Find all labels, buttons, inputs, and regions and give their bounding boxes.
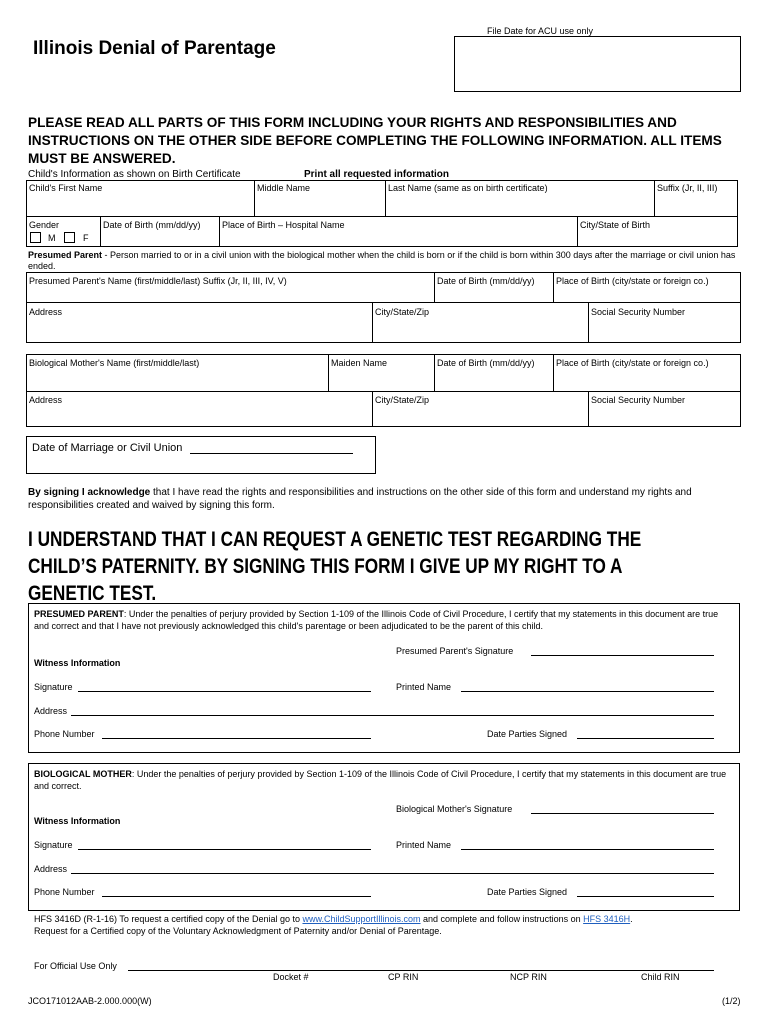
mother-pob-label: Place of Birth (city/state or foreign co.) xyxy=(556,358,709,368)
divider xyxy=(26,216,738,217)
mother-sign-heading: BIOLOGICAL MOTHER xyxy=(34,769,132,779)
male-checkbox[interactable] xyxy=(30,232,41,243)
child-rin-label: Child RIN xyxy=(641,972,680,982)
divider xyxy=(385,180,386,216)
divider xyxy=(26,391,741,392)
presumed-parent-dob-label: Date of Birth (mm/dd/yy) xyxy=(437,276,535,286)
female-checkbox[interactable] xyxy=(64,232,75,243)
presumed-parent-name-label: Presumed Parent's Name (first/middle/last) Suffix (Jr, II, III, IV, V) xyxy=(29,276,287,286)
divider xyxy=(654,180,655,216)
genetic-test-notice-line2: CHILD’S PATERNITY. BY SIGNING THIS FORM I GIVE UP MY RIGHT TO A xyxy=(28,555,623,578)
genetic-test-notice-line1: I UNDERSTAND THAT I CAN REQUEST A GENETIC TEST REGARDING THE xyxy=(28,528,642,551)
divider xyxy=(577,216,578,247)
parent-witness-phone-field[interactable] xyxy=(102,738,371,739)
mother-date-signed-field[interactable] xyxy=(577,896,714,897)
mother-witness-printed-name-label: Printed Name xyxy=(396,840,452,850)
marriage-date-field[interactable] xyxy=(190,453,353,454)
official-use-label: For Official Use Only xyxy=(34,961,117,971)
hfs-suffix: . xyxy=(630,914,633,924)
mother-signature-label: Biological Mother's Signature xyxy=(396,804,513,814)
child-suffix-label: Suffix (Jr, II, III) xyxy=(657,183,718,193)
mother-city-label: City/State/Zip xyxy=(375,395,430,405)
presumed-parent-sign-text: : Under the penalties of perjury provided by Section 1-109 of the Illinois Code of Civil Procedure, I certify that my statements in this document are true and correct and that I have not previously acknowledged this child's parentage or been adjudicated to be the parent of this child. xyxy=(34,609,719,631)
presumed-parent-signature-field[interactable] xyxy=(531,655,714,656)
mother-sign-text: : Under the penalties of perjury provided by Section 1-109 of the Illinois Code of Civil Procedure, I certify that my statements in this document are true and correct. xyxy=(34,769,727,791)
divider xyxy=(219,216,220,247)
parent-witness-printed-name-label: Printed Name xyxy=(396,682,452,692)
cp-rin-label: CP RIN xyxy=(388,972,419,982)
hfs-line2: Request for a Certified copy of the Voluntary Acknowledgment of Paternity and/or Denial of Parentage. xyxy=(34,926,442,936)
docket-label: Docket # xyxy=(273,972,309,982)
divider xyxy=(372,302,373,343)
ncp-rin-label: NCP RIN xyxy=(510,972,547,982)
acknowledge-text xyxy=(28,486,743,512)
mother-maiden-label: Maiden Name xyxy=(331,358,388,368)
presumed-parent-definition: - Person married to or in a civil union with the biological mother when the child is born or if the child is born within 300 days after the marriage or civil union has ended. xyxy=(28,250,736,271)
divider xyxy=(588,302,589,343)
mother-date-signed-label: Date Parties Signed xyxy=(487,887,568,897)
acknowledge-bold: By signing I acknowledge xyxy=(28,487,151,498)
child-place-of-birth-label: Place of Birth – Hospital Name xyxy=(222,220,345,230)
parent-witness-signature-field[interactable] xyxy=(78,691,371,692)
mother-witness-printed-name-field[interactable] xyxy=(461,849,714,850)
hfs-middle: and complete and follow instructions on xyxy=(420,914,584,924)
mother-ssn-label: Social Security Number xyxy=(591,395,686,405)
mother-address-label: Address xyxy=(29,395,63,405)
parent-witness-phone-label: Phone Number xyxy=(34,729,95,739)
divider xyxy=(100,216,101,247)
presumed-parent-heading: Presumed Parent xyxy=(28,250,103,260)
hfs-prefix: HFS 3416D (R-1-16) To request a certified copy of the Denial go to xyxy=(34,914,303,924)
mother-witness-address-label: Address xyxy=(34,864,68,874)
child-middle-name-label: Middle Name xyxy=(257,183,311,193)
form-title: Illinois Denial of Parentage xyxy=(33,38,276,59)
presumed-parent-description xyxy=(28,250,746,272)
divider xyxy=(434,354,435,391)
divider xyxy=(328,354,329,391)
presumed-parent-city-label: City/State/Zip xyxy=(375,307,430,317)
divider xyxy=(553,272,554,302)
file-date-box[interactable] xyxy=(454,36,741,92)
parent-witness-printed-name-field[interactable] xyxy=(461,691,714,692)
acknowledge-rest: that I have read the rights and responsibilities and instructions on the other side of this form and understand my rights and responsibilities created and waived by signing this form. xyxy=(28,487,692,511)
child-first-name-label: Child's First Name xyxy=(29,183,103,193)
hfs-request-text xyxy=(34,913,734,937)
presumed-parent-address-label: Address xyxy=(29,307,63,317)
file-date-label: File Date for ACU use only xyxy=(487,26,594,36)
divider xyxy=(254,180,255,216)
male-label: M xyxy=(48,233,56,243)
child-dob-label: Date of Birth (mm/dd/yy) xyxy=(103,220,201,230)
child-last-name-label: Last Name (same as on birth certificate) xyxy=(388,183,548,193)
instructions-notice: PLEASE READ ALL PARTS OF THIS FORM INCLUDING YOUR RIGHTS AND RESPONSIBILITIES AND INSTRUCTIONS ON THE OTHER SIDE BEFORE COMPLETING THE FOLLOWING INFORMATION. ALL ITEMS MUST BE ANSWERED. xyxy=(28,115,722,166)
mother-witness-heading: Witness Information xyxy=(34,816,121,826)
presumed-parent-certification xyxy=(34,608,734,632)
child-info-table xyxy=(26,180,738,247)
child-gender-label: Gender xyxy=(29,220,60,230)
divider xyxy=(372,391,373,427)
mother-certification xyxy=(34,768,734,792)
divider xyxy=(26,302,741,303)
divider xyxy=(588,391,589,427)
presumed-parent-signature-label: Presumed Parent's Signature xyxy=(396,646,514,656)
form-code: JCO171012AAB-2.000.000(W) xyxy=(28,996,152,1006)
parent-date-signed-field[interactable] xyxy=(577,738,714,739)
parent-witness-signature-label: Signature xyxy=(34,682,73,692)
parent-witness-address-field[interactable] xyxy=(71,715,714,716)
marriage-date-label: Date of Marriage or Civil Union xyxy=(32,442,183,454)
mother-witness-signature-label: Signature xyxy=(34,840,73,850)
hfs-3416h-link[interactable]: HFS 3416H xyxy=(583,914,631,924)
mother-dob-label: Date of Birth (mm/dd/yy) xyxy=(437,358,535,368)
page-number: (1/2) xyxy=(722,996,741,1006)
child-section-label: Child's Information as shown on Birth Certificate xyxy=(28,169,241,180)
print-note: Print all requested information xyxy=(304,169,450,180)
mother-witness-phone-label: Phone Number xyxy=(34,887,95,897)
genetic-test-notice-line3: GENETIC TEST. xyxy=(28,582,157,605)
mother-witness-signature-field[interactable] xyxy=(78,849,371,850)
mother-witness-phone-field[interactable] xyxy=(102,896,371,897)
divider xyxy=(434,272,435,302)
parent-witness-address-label: Address xyxy=(34,706,68,716)
mother-name-label: Biological Mother's Name (first/middle/last) xyxy=(29,358,200,368)
presumed-parent-sign-heading: PRESUMED PARENT xyxy=(34,609,124,619)
presumed-parent-ssn-label: Social Security Number xyxy=(591,307,686,317)
child-support-link[interactable]: www.ChildSupportIllinois.com xyxy=(302,914,421,924)
official-use-line xyxy=(128,970,714,971)
mother-witness-address-field[interactable] xyxy=(71,873,714,874)
divider xyxy=(553,354,554,391)
mother-signature-field[interactable] xyxy=(531,813,714,814)
parent-date-signed-label: Date Parties Signed xyxy=(487,729,568,739)
presumed-parent-pob-label: Place of Birth (city/state or foreign co.) xyxy=(556,276,709,286)
female-label: F xyxy=(83,233,89,243)
child-city-state-birth-label: City/State of Birth xyxy=(580,220,651,230)
parent-witness-heading: Witness Information xyxy=(34,658,121,668)
